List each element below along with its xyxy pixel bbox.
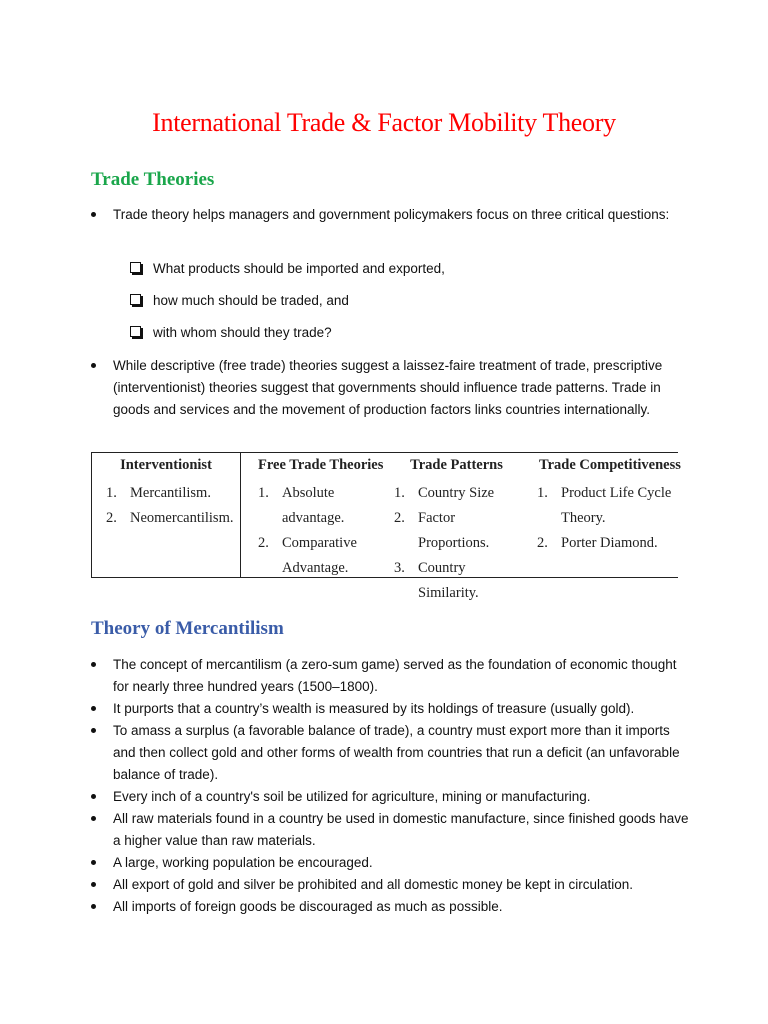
list-item: 1. Country Size <box>394 485 495 501</box>
checkbox-bullet-icon <box>130 262 141 273</box>
section-heading-mercantilism: Theory of Mercantilism <box>91 618 284 639</box>
bullet-icon <box>91 816 96 821</box>
list-item-text: Absolute advantage. <box>282 485 345 526</box>
bullet-text: It purports that a country’s wealth is measured by its holdings of treasure (usually gold). <box>113 701 635 716</box>
list-item: 2. Neomercantilism. <box>106 510 234 526</box>
list-item-text: Comparative Advantage. <box>282 535 357 576</box>
bullet-item <box>91 808 691 852</box>
list-item: 2. Porter Diamond. <box>537 535 658 551</box>
column-header: Interventionist <box>120 457 212 473</box>
bullet-text: The concept of mercantilism (a zero-sum game) served as the foundation of economic thought for nearly three hundred years (1500–1800). <box>113 657 677 694</box>
bullet-icon <box>91 860 96 865</box>
bullet-text: While descriptive (free trade) theories suggest a laissez-faire treatment of trade, prescriptive (interventionist) theories suggest that governments should influence trade patterns. Trade in goods and services and the movement of production factors links countries internationally. <box>113 358 663 417</box>
bullet-icon <box>91 882 96 887</box>
list-item: 2. Factor Proportions. <box>394 510 490 551</box>
checkbox-bullet-icon <box>130 294 141 305</box>
bullet-text: Every inch of a country's soil be utilized for agriculture, mining or manufacturing. <box>113 789 591 804</box>
checkbox-item <box>130 322 650 344</box>
checkbox-item <box>130 258 650 280</box>
bullet-icon <box>91 794 96 799</box>
bullet-text: All raw materials found in a country be used in domestic manufacture, since finished goods have a higher value than raw materials. <box>113 811 689 848</box>
bullet-item <box>91 204 691 226</box>
bullet-icon <box>91 363 96 368</box>
list-item-text: Country Similarity. <box>418 560 479 601</box>
question-text: with whom should they trade? <box>153 325 332 340</box>
column-header: Trade Competitiveness <box>539 457 681 473</box>
trade-theories-table <box>91 452 681 601</box>
bullet-item <box>91 720 691 786</box>
bullet-text: All imports of foreign goods be discouraged as much as possible. <box>113 899 503 914</box>
question-text: What products should be imported and exported, <box>153 261 445 276</box>
bullet-item <box>91 355 691 421</box>
list-item: 2. Comparative Advantage. <box>258 535 357 576</box>
bullet-icon <box>91 904 96 909</box>
list-item-text: Neomercantilism. <box>130 510 234 526</box>
list-item-text: Product Life Cycle Theory. <box>561 485 672 526</box>
bullet-text: All export of gold and silver be prohibited and all domestic money be kept in circulation. <box>113 877 634 892</box>
bullet-text: To amass a surplus (a favorable balance of trade), a country must export more than it imports and then collect gold and other forms of wealth from countries that run a deficit (an unfavorable balance of trade). <box>113 723 680 782</box>
table-column-trade-competitiveness <box>527 453 679 577</box>
bullet-icon <box>91 662 96 667</box>
list-item: 3. Country Similarity. <box>394 560 479 601</box>
bullet-text: Trade theory helps managers and government policymakers focus on three critical questions: <box>113 207 670 222</box>
bullet-item <box>91 852 691 874</box>
bullet-icon <box>91 212 96 217</box>
bullet-icon <box>91 728 96 733</box>
list-item: 1. Mercantilism. <box>106 485 211 501</box>
table-column-interventionist <box>92 453 241 577</box>
bullet-item <box>91 698 691 720</box>
table-column-free-trade <box>241 453 386 577</box>
list-item-text: Mercantilism. <box>130 485 211 501</box>
bullet-icon <box>91 706 96 711</box>
column-header: Trade Patterns <box>410 457 503 473</box>
list-item-text: Factor Proportions. <box>418 510 490 551</box>
bullet-item <box>91 874 691 896</box>
list-item: 1. Product Life Cycle Theory. <box>537 485 672 526</box>
page-title: International Trade & Factor Mobility Theory <box>152 108 616 137</box>
question-text: how much should be traded, and <box>153 293 349 308</box>
column-header: Free Trade Theories <box>258 457 384 473</box>
bullet-item <box>91 896 691 918</box>
table-column-trade-patterns <box>386 453 527 601</box>
list-item-text: Country Size <box>418 485 495 501</box>
bullet-item <box>91 786 691 808</box>
bullet-item <box>91 654 691 698</box>
section-heading-trade-theories: Trade Theories <box>91 169 215 190</box>
checkbox-item <box>130 290 650 312</box>
checkbox-bullet-icon <box>130 326 141 337</box>
bullet-text: A large, working population be encouraged. <box>113 855 373 870</box>
list-item-text: Porter Diamond. <box>561 535 658 551</box>
list-item: 1. Absolute advantage. <box>258 485 345 526</box>
